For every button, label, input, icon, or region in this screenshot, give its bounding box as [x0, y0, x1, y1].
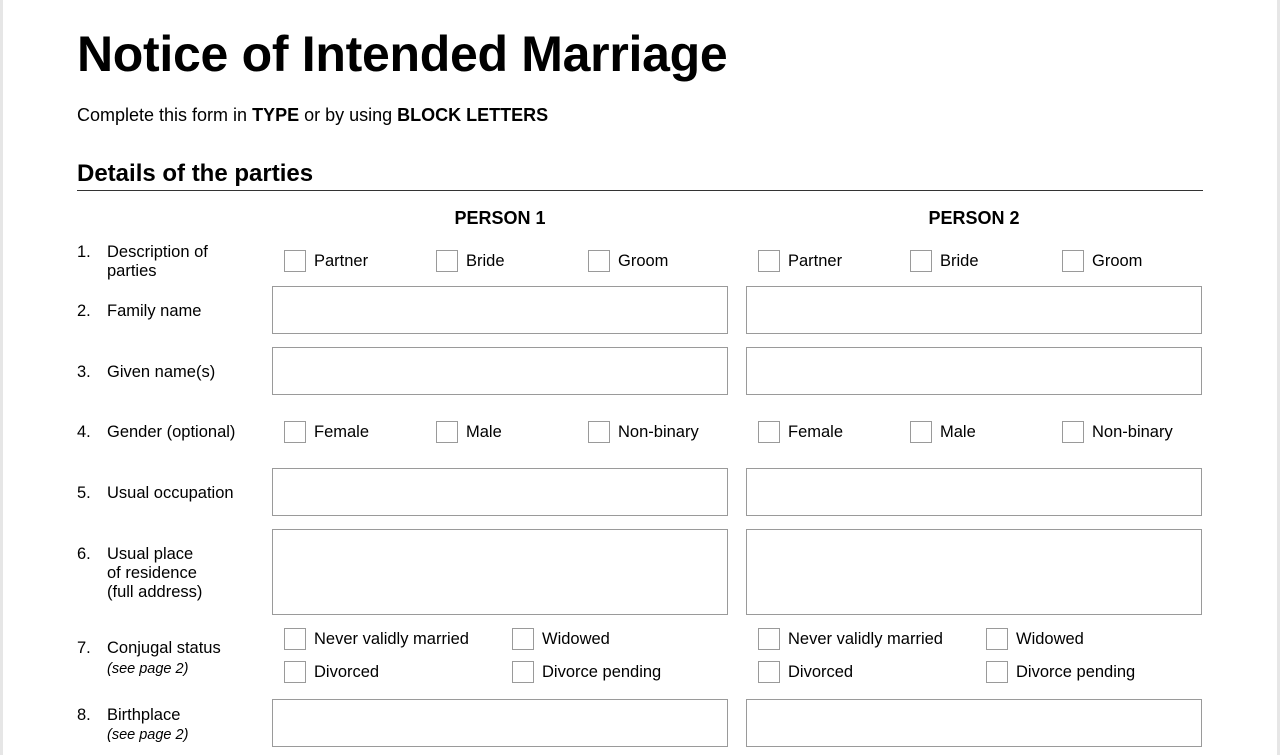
page-left-edge — [0, 0, 3, 755]
p2-never-married-option[interactable] — [758, 627, 943, 651]
q2-number: 2. — [77, 302, 91, 320]
q5-label: Usual occupation — [107, 484, 234, 502]
p1-divorced-label: Divorced — [314, 663, 380, 681]
p1-female-label: Female — [314, 423, 370, 441]
p2-bride-option[interactable] — [910, 249, 979, 273]
section-heading: Details of the parties — [77, 160, 314, 187]
p1-male-checkbox[interactable] — [436, 421, 458, 443]
p2-given-names-field[interactable] — [746, 347, 1202, 395]
p2-divorced-checkbox[interactable] — [758, 661, 780, 683]
p2-female-option[interactable] — [758, 420, 843, 444]
section-divider — [77, 190, 1203, 191]
p1-male-label: Male — [466, 423, 502, 441]
q7-note: (see page 2) — [107, 661, 189, 677]
p1-groom-checkbox[interactable] — [588, 250, 610, 272]
p1-non-binary-option[interactable] — [588, 420, 699, 444]
p2-non-binary-option[interactable] — [1062, 420, 1173, 444]
p2-birthplace-field[interactable] — [746, 699, 1202, 747]
q1-label: Description of parties — [107, 243, 208, 280]
q4-label: Gender (optional) — [107, 423, 236, 441]
p2-divorced-label: Divorced — [788, 663, 854, 681]
p2-widowed-option[interactable] — [986, 627, 1084, 651]
p2-divorce-pending-label: Divorce pending — [1016, 663, 1136, 681]
p1-female-option[interactable] — [284, 420, 369, 444]
p2-never-married-label: Never validly married — [788, 630, 943, 648]
p2-occupation-field[interactable] — [746, 468, 1202, 516]
p1-bride-option[interactable] — [436, 249, 505, 273]
p2-male-checkbox[interactable] — [910, 421, 932, 443]
p1-divorced-option[interactable] — [284, 660, 379, 684]
p1-groom-label: Groom — [618, 252, 669, 270]
page-title: Notice of Intended Marriage — [77, 26, 728, 82]
p2-groom-checkbox[interactable] — [1062, 250, 1084, 272]
q7-number: 7. — [77, 639, 91, 657]
p1-widowed-label: Widowed — [542, 630, 610, 648]
instruction-text-1: Complete this form in — [77, 105, 253, 125]
form-instruction — [77, 104, 548, 126]
p2-non-binary-checkbox[interactable] — [1062, 421, 1084, 443]
instruction-block-letters-emphasis: BLOCK LETTERS — [397, 105, 549, 125]
p1-non-binary-checkbox[interactable] — [588, 421, 610, 443]
p1-partner-checkbox[interactable] — [284, 250, 306, 272]
q7-label: Conjugal status — [107, 639, 221, 657]
q6-label: Usual place of residence (full address) — [107, 545, 203, 601]
p2-non-binary-label: Non-binary — [1092, 423, 1173, 441]
p1-bride-checkbox[interactable] — [436, 250, 458, 272]
p1-non-binary-label: Non-binary — [618, 423, 699, 441]
p1-partner-option[interactable] — [284, 249, 368, 273]
p2-groom-option[interactable] — [1062, 249, 1142, 273]
p2-widowed-label: Widowed — [1016, 630, 1084, 648]
instruction-text-2: or by using — [299, 105, 398, 125]
p1-never-married-checkbox[interactable] — [284, 628, 306, 650]
q4-number: 4. — [77, 423, 91, 441]
p2-male-option[interactable] — [910, 420, 976, 444]
p1-widowed-option[interactable] — [512, 627, 610, 651]
p1-given-names-field[interactable] — [272, 347, 728, 395]
p1-partner-label: Partner — [314, 252, 369, 270]
p2-female-label: Female — [788, 423, 844, 441]
p1-divorced-checkbox[interactable] — [284, 661, 306, 683]
p1-divorce-pending-checkbox[interactable] — [512, 661, 534, 683]
p1-divorce-pending-option[interactable] — [512, 660, 661, 684]
p2-female-checkbox[interactable] — [758, 421, 780, 443]
q8-number: 8. — [77, 706, 91, 724]
q3-label: Given name(s) — [107, 363, 216, 381]
p2-male-label: Male — [940, 423, 976, 441]
q3-number: 3. — [77, 363, 91, 381]
q6-number: 6. — [77, 545, 91, 563]
p2-partner-label: Partner — [788, 252, 843, 270]
p2-never-married-checkbox[interactable] — [758, 628, 780, 650]
p1-female-checkbox[interactable] — [284, 421, 306, 443]
p2-bride-label: Bride — [940, 252, 979, 270]
p1-occupation-field[interactable] — [272, 468, 728, 516]
p2-bride-checkbox[interactable] — [910, 250, 932, 272]
p1-never-married-option[interactable] — [284, 627, 469, 651]
q1-number: 1. — [77, 243, 91, 261]
p2-divorce-pending-option[interactable] — [986, 660, 1135, 684]
p1-never-married-label: Never validly married — [314, 630, 469, 648]
person2-column-header: PERSON 2 — [928, 208, 1020, 228]
p2-partner-option[interactable] — [758, 249, 842, 273]
p1-residence-field[interactable] — [272, 529, 728, 615]
q2-label: Family name — [107, 302, 202, 320]
p2-widowed-checkbox[interactable] — [986, 628, 1008, 650]
p2-groom-label: Groom — [1092, 252, 1143, 270]
person1-column-header: PERSON 1 — [454, 208, 546, 228]
q8-label: Birthplace — [107, 706, 181, 724]
p1-groom-option[interactable] — [588, 249, 668, 273]
instruction-type-emphasis: TYPE — [252, 105, 300, 125]
p1-widowed-checkbox[interactable] — [512, 628, 534, 650]
p1-male-option[interactable] — [436, 420, 502, 444]
p2-residence-field[interactable] — [746, 529, 1202, 615]
q8-note: (see page 2) — [107, 727, 189, 743]
p2-partner-checkbox[interactable] — [758, 250, 780, 272]
p1-birthplace-field[interactable] — [272, 699, 728, 747]
p2-divorce-pending-checkbox[interactable] — [986, 661, 1008, 683]
q5-number: 5. — [77, 484, 91, 502]
p1-divorce-pending-label: Divorce pending — [542, 663, 662, 681]
p2-family-name-field[interactable] — [746, 286, 1202, 334]
p2-divorced-option[interactable] — [758, 660, 853, 684]
p1-bride-label: Bride — [466, 252, 505, 270]
p1-family-name-field[interactable] — [272, 286, 728, 334]
